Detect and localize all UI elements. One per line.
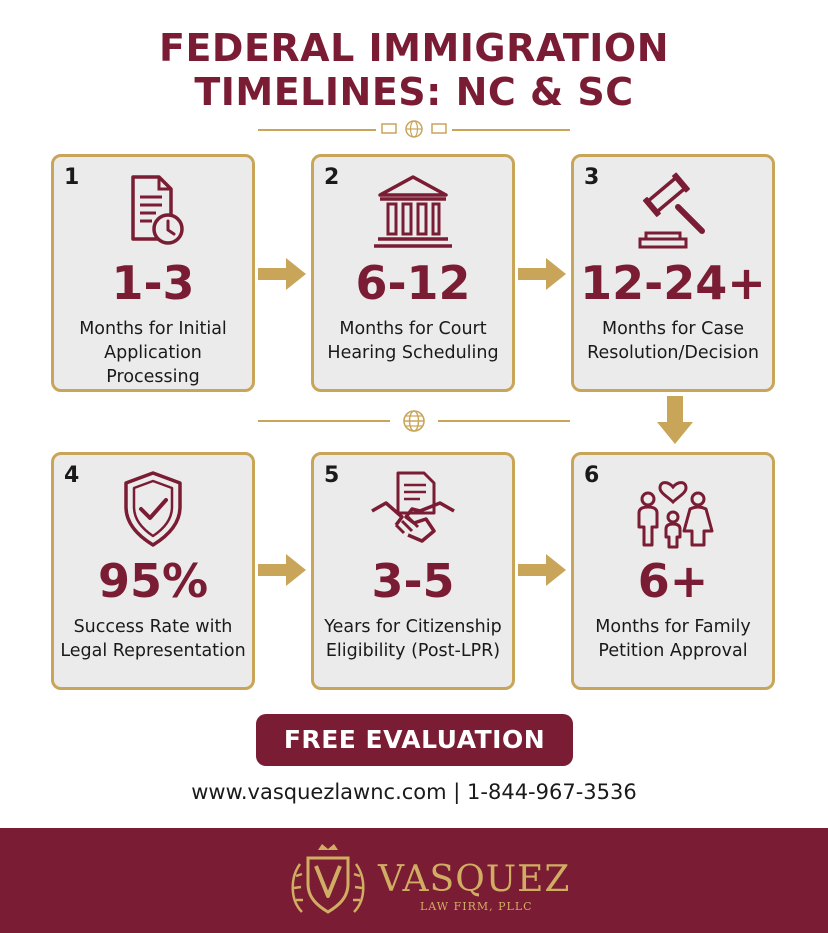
law-firm-crest-icon xyxy=(288,842,368,924)
timeline-card-2 xyxy=(311,154,515,392)
top-divider-left xyxy=(258,129,376,131)
step-number: 1 xyxy=(64,165,80,190)
timeline-description xyxy=(314,615,512,663)
desc-line: Hearing Scheduling xyxy=(327,343,499,363)
gavel-icon xyxy=(628,171,718,251)
handshake-document-icon xyxy=(368,469,458,549)
step-number: 2 xyxy=(324,165,340,190)
timeline-card-1 xyxy=(51,154,255,392)
mid-divider-left xyxy=(258,420,390,422)
step-number: 5 xyxy=(324,463,340,488)
shield-check-icon xyxy=(108,469,198,549)
desc-line: Resolution/Decision xyxy=(587,343,759,363)
arrow-right-icon xyxy=(516,256,568,292)
mid-divider-right xyxy=(438,420,570,422)
timeline-card-4 xyxy=(51,452,255,690)
desc-line: Months for Court xyxy=(339,319,487,339)
timeline-description xyxy=(314,317,512,365)
timeline-value: 1-3 xyxy=(111,256,195,310)
free-evaluation-button[interactable]: FREE EVALUATION xyxy=(256,714,573,766)
desc-line: Legal Representation xyxy=(60,641,246,661)
desc-line: Months for Initial xyxy=(79,319,227,339)
page-title xyxy=(0,26,828,114)
desc-line: Months for Family xyxy=(595,617,751,637)
desc-line: Months for Case xyxy=(602,319,744,339)
timeline-card-6 xyxy=(571,452,775,690)
top-divider-right xyxy=(452,129,570,131)
timeline-value: 3-5 xyxy=(371,554,455,608)
arrow-down-icon xyxy=(655,394,695,446)
timeline-value: 12-24+ xyxy=(580,256,766,310)
desc-line: Application xyxy=(104,343,202,363)
family-heart-icon xyxy=(628,469,718,549)
step-number: 3 xyxy=(584,165,600,190)
desc-line: Processing xyxy=(106,367,200,387)
footer-banner xyxy=(0,828,828,933)
timeline-value: 6+ xyxy=(637,554,709,608)
desc-line: Years for Citizenship xyxy=(324,617,502,637)
desc-line: Eligibility (Post-LPR) xyxy=(325,641,501,661)
desc-line: Success Rate with xyxy=(73,617,233,637)
globe-icon xyxy=(402,409,426,433)
step-number: 4 xyxy=(64,463,80,488)
title-line-2: TIMELINES: NC & SC xyxy=(194,70,634,114)
document-clock-icon xyxy=(108,171,198,251)
arrow-right-icon xyxy=(256,256,308,292)
timeline-description xyxy=(54,615,252,663)
desc-line: Petition Approval xyxy=(598,641,748,661)
timeline-value: 95% xyxy=(97,554,209,608)
arrow-right-icon xyxy=(256,552,308,588)
timeline-description xyxy=(54,317,252,389)
contact-info[interactable]: www.vasquezlawnc.com | 1-844-967-3536 xyxy=(191,780,637,804)
timeline-value: 6-12 xyxy=(355,256,471,310)
timeline-description xyxy=(574,615,772,663)
logo-wordmark: VASQUEZ xyxy=(378,859,571,900)
arrow-right-icon xyxy=(516,552,568,588)
courthouse-icon xyxy=(368,171,458,251)
flags-globe-ornament xyxy=(380,119,448,139)
timeline-description xyxy=(574,317,772,365)
timeline-card-5 xyxy=(311,452,515,690)
title-line-1: FEDERAL IMMIGRATION xyxy=(158,26,669,70)
flags-globe-icon xyxy=(380,119,448,139)
logo-subtitle: LAW FIRM, PLLC xyxy=(420,900,533,913)
timeline-card-3 xyxy=(571,154,775,392)
step-number: 6 xyxy=(584,463,600,488)
